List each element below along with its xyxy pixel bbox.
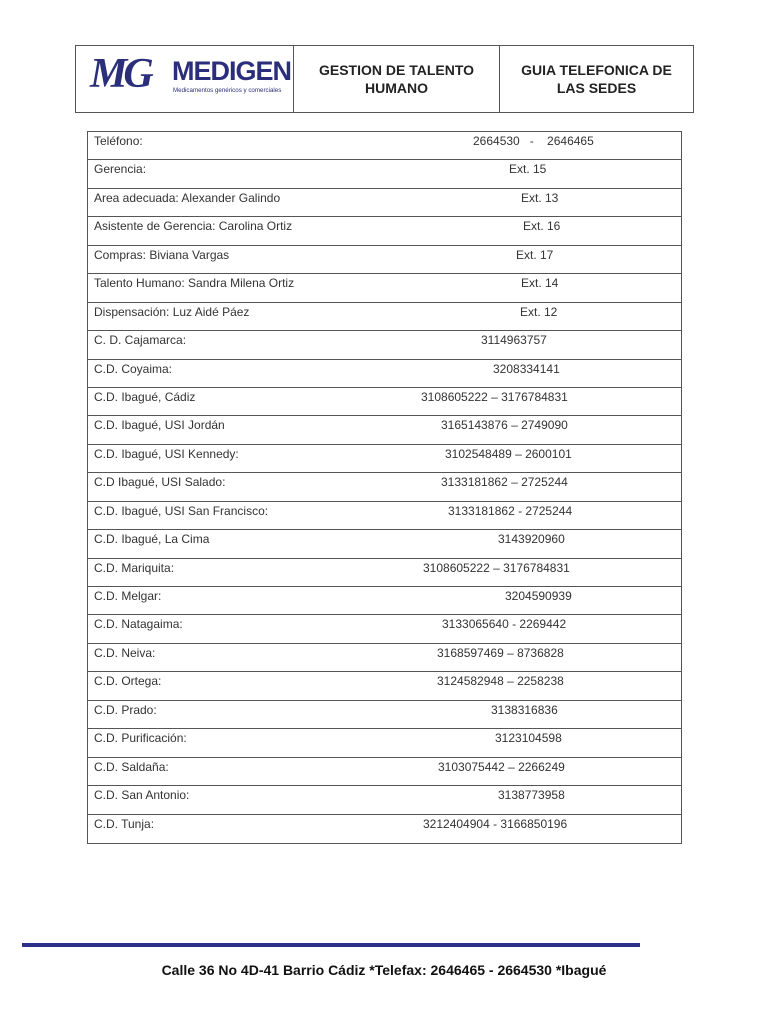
directory-label: C.D. Ibagué, Cádiz <box>94 389 196 404</box>
directory-phone: 3124582948 – 2258238 <box>437 674 564 689</box>
footer-address: Calle 36 No 4D-41 Barrio Cádiz *Telefax: 2646465 - 2664530 *Ibagué <box>161 962 607 978</box>
directory-row <box>88 701 681 729</box>
directory-label: C.D. Ibagué, USI San Francisco: <box>94 503 269 518</box>
directory-label: Talento Humano: Sandra Milena Ortiz <box>94 276 295 291</box>
directory-label: C.D. Melgar: <box>94 589 162 603</box>
directory-label: C.D. Purificación: <box>94 731 187 746</box>
directory-label: C. D. Cajamarca: <box>94 333 187 348</box>
directory-phone: 3108605222 – 3176784831 <box>423 560 570 575</box>
directory-phone: 3138316836 <box>491 702 558 717</box>
directory-row <box>88 729 681 757</box>
directory-label: Asistente de Gerencia: Carolina Ortiz <box>94 219 293 234</box>
directory-row <box>88 644 681 672</box>
footer-divider <box>22 943 640 947</box>
document-header <box>75 45 694 113</box>
phone-directory-table <box>87 131 682 844</box>
directory-row <box>88 189 681 217</box>
directory-phone: 3212404904 - 3166850196 <box>423 816 568 831</box>
directory-row <box>88 331 681 359</box>
directory-row <box>88 246 681 274</box>
directory-label: Dispensación: Luz Aidé Páez <box>94 304 250 319</box>
directory-row <box>88 445 681 473</box>
directory-phone: 3208334141 <box>493 361 560 376</box>
directory-label: C.D. Tunja: <box>94 816 155 831</box>
directory-phone: 3103075442 – 2266249 <box>438 759 565 774</box>
directory-label: C.D. Ibagué, USI Jordán <box>94 418 225 433</box>
directory-row <box>88 758 681 786</box>
logo-monogram: MG <box>90 51 150 97</box>
directory-phone: 3168597469 – 8736828 <box>437 645 564 660</box>
directory-phone: 2664530 - 2646465 <box>473 134 594 148</box>
logo-tagline: Medicamentos genéricos y comerciales <box>173 87 282 94</box>
directory-row <box>88 360 681 388</box>
directory-phone: 3204590939 <box>505 589 572 603</box>
directory-label: C.D. Mariquita: <box>94 560 175 575</box>
directory-label: C.D. Prado: <box>94 702 157 717</box>
directory-row <box>88 160 681 188</box>
directory-phone: 3102548489 – 2600101 <box>445 446 572 461</box>
directory-row <box>88 559 681 587</box>
directory-phone: 3138773958 <box>498 788 565 803</box>
directory-row <box>88 786 681 814</box>
directory-label: C.D Ibagué, USI Salado: <box>94 475 226 490</box>
directory-phone: 3143920960 <box>498 532 565 547</box>
directory-row <box>88 815 681 843</box>
directory-label: C.D. Saldaña: <box>94 759 169 774</box>
directory-phone: 3114963757 <box>481 333 547 348</box>
directory-label: C.D. Ibagué, La Cima <box>94 532 210 547</box>
logo-wordmark: MEDIGEN <box>172 56 292 86</box>
directory-phone: Ext. 12 <box>520 304 558 319</box>
directory-label: C.D. Neiva: <box>94 645 156 660</box>
directory-row <box>88 388 681 416</box>
directory-label: C.D. Coyaima: <box>94 361 173 376</box>
document-title: GUIA TELEFONICA DE LAS SEDES <box>521 62 672 96</box>
directory-row <box>88 473 681 501</box>
directory-row <box>88 132 681 160</box>
directory-phone: 3133181862 - 2725244 <box>448 503 573 518</box>
directory-row <box>88 530 681 558</box>
directory-label: Compras: Biviana Vargas <box>94 247 230 262</box>
directory-row <box>88 615 681 643</box>
directory-label: C.D. Ibagué, USI Kennedy: <box>94 446 239 461</box>
directory-row <box>88 416 681 444</box>
directory-phone: Ext. 13 <box>521 190 559 205</box>
directory-row <box>88 217 681 245</box>
directory-row <box>88 587 681 615</box>
directory-phone: 3108605222 – 3176784831 <box>421 389 568 404</box>
section-title: GESTION DE TALENTO HUMANO <box>294 46 500 112</box>
directory-label: Teléfono: <box>94 134 143 148</box>
directory-phone: Ext. 17 <box>516 247 554 262</box>
directory-label: C.D. Ortega: <box>94 674 162 689</box>
directory-row <box>88 303 681 331</box>
directory-phone: Ext. 14 <box>521 276 559 291</box>
directory-phone: 3133065640 - 2269442 <box>442 617 567 632</box>
directory-phone: Ext. 16 <box>523 219 561 234</box>
directory-phone: 3123104598 <box>495 731 562 746</box>
directory-label: C.D. Natagaima: <box>94 617 183 632</box>
directory-row <box>88 502 681 530</box>
directory-phone: 3165143876 – 2749090 <box>441 418 568 433</box>
directory-row <box>88 274 681 302</box>
directory-label: Gerencia: <box>94 162 147 177</box>
directory-row <box>88 672 681 700</box>
directory-label: C.D. San Antonio: <box>94 788 190 803</box>
directory-phone: Ext. 15 <box>509 162 547 177</box>
directory-phone: 3133181862 – 2725244 <box>441 475 568 490</box>
directory-label: Area adecuada: Alexander Galindo <box>94 190 281 205</box>
company-logo <box>76 46 294 112</box>
